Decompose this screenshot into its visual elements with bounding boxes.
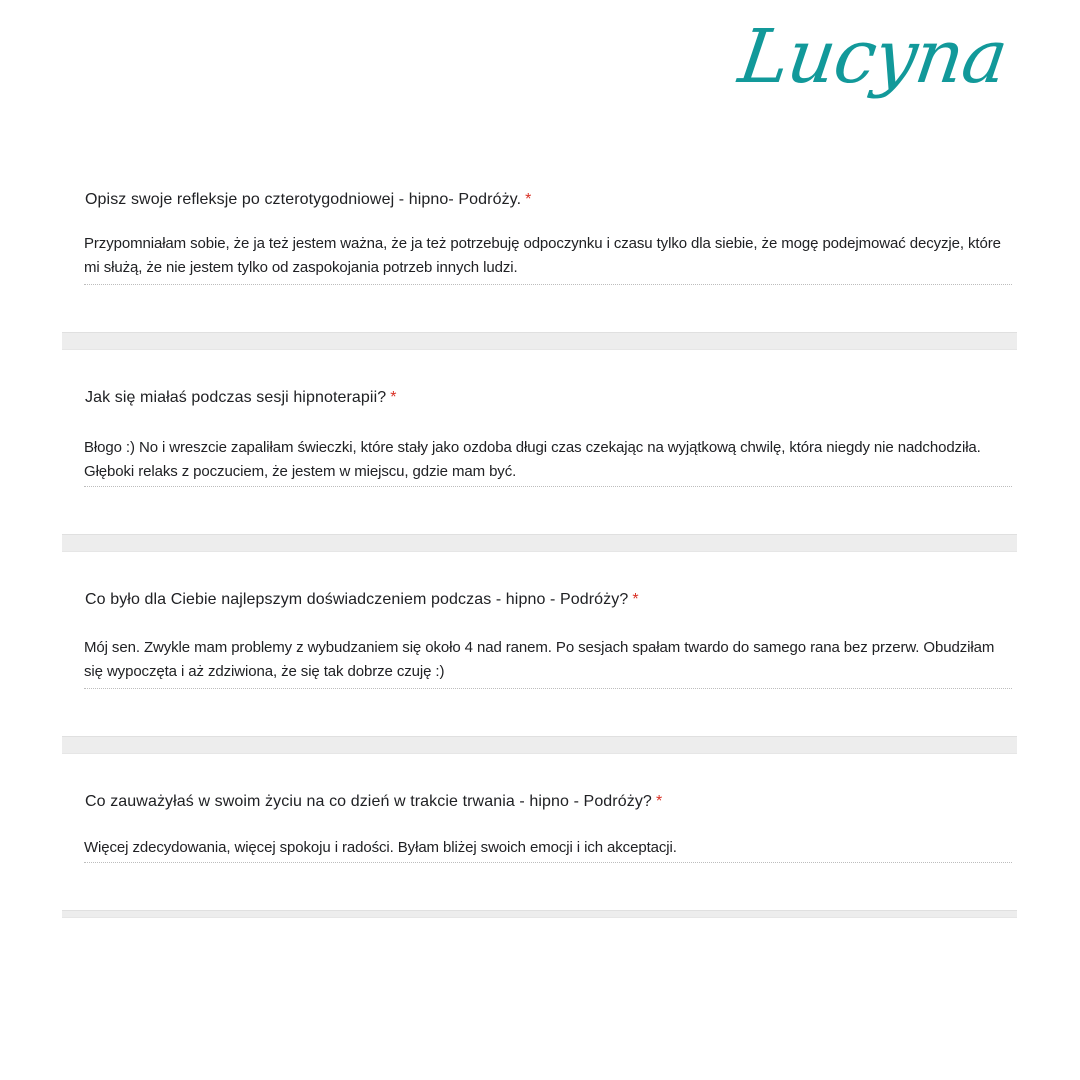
question-label: Jak się miałaś podczas sesji hipnoterapii? — [85, 389, 387, 406]
question-card — [64, 552, 1017, 735]
required-asterisk: * — [632, 591, 639, 608]
question-title — [85, 388, 397, 408]
required-asterisk: * — [525, 191, 532, 208]
question-card — [64, 754, 1017, 910]
answer-text: Błogo :) No i wreszcie zapaliłam świeczki, które stały jako ozdoba długi czas czekając na wyjątkową chwilę, która niegdy nie nadchodziła. Głęboki relaks z poczuciem, że jestem w miejscu, gdzie mam być. — [84, 439, 981, 480]
answer-text: Przypomniałam sobie, że ja też jestem ważna, że ja też potrzebuję odpoczynku i czasu tylko dla siebie, że mogę podejmować decyzje, które mi służą, że nie jestem tylko od zaspokojania potrzeb innych ludzi. — [84, 235, 1001, 276]
question-card — [64, 170, 1017, 330]
section-divider — [62, 736, 1017, 754]
section-divider — [62, 534, 1017, 552]
question-card — [64, 350, 1017, 533]
answer-underline — [84, 284, 1012, 285]
question-label: Co zauważyłaś w swoim życiu na co dzień w trakcie trwania - hipno - Podróży? — [85, 793, 652, 810]
answer-text: Więcej zdecydowania, więcej spokoju i radości. Byłam bliżej swoich emocji i ich akceptacji. — [84, 839, 677, 856]
answer-underline — [84, 486, 1012, 487]
question-title — [85, 190, 531, 210]
question-title — [85, 792, 662, 812]
question-label: Opisz swoje refleksje po czterotygodniowej - hipno- Podróży. — [85, 191, 522, 208]
question-title — [85, 590, 639, 610]
answer-text: Mój sen. Zwykle mam problemy z wybudzaniem się około 4 nad ranem. Po sesjach spałam twardo do samego rana bez przerw. Obudziłam się wypoczęta i aż zdziwiona, że się tak dobrze czuję :) — [84, 639, 995, 680]
section-divider — [62, 910, 1017, 918]
question-label: Co było dla Ciebie najlepszym doświadczeniem podczas - hipno - Podróży? — [85, 591, 629, 608]
required-asterisk: * — [390, 389, 397, 406]
answer-underline — [84, 688, 1012, 689]
answer-underline — [84, 862, 1012, 863]
signature-logo: Lucyna — [734, 14, 1013, 100]
section-divider — [62, 332, 1017, 350]
required-asterisk: * — [655, 793, 663, 810]
